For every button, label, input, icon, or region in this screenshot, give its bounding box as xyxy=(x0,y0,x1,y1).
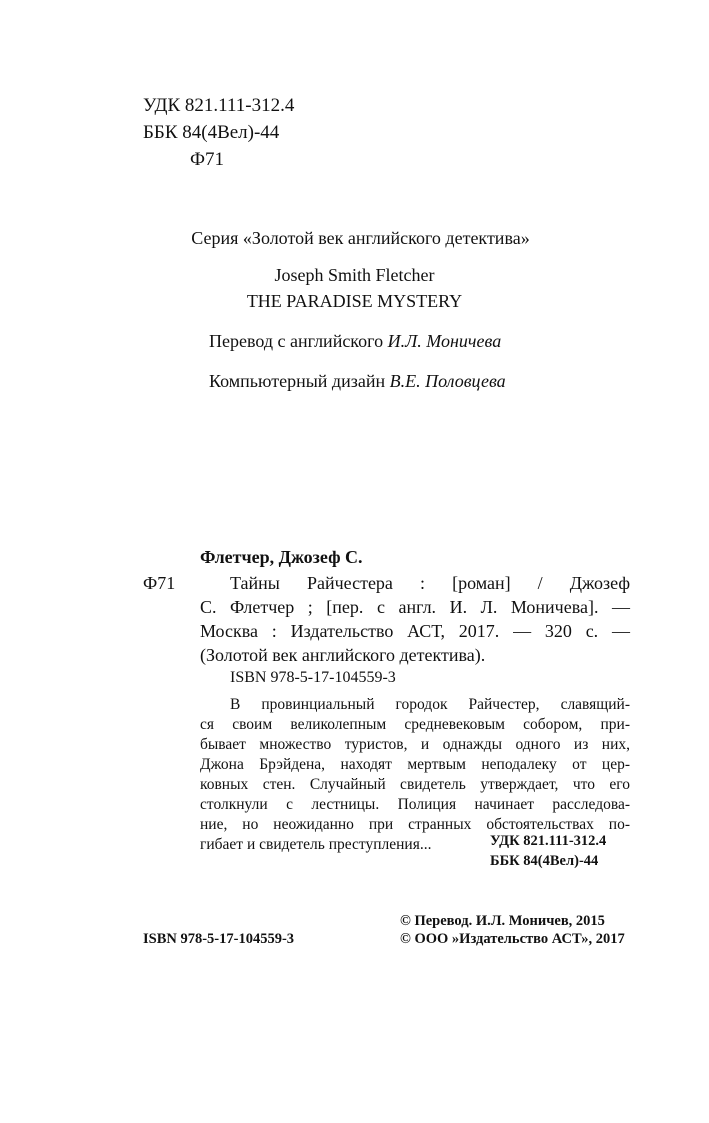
catalog-description xyxy=(200,573,630,669)
annotation-line: Джона Брэйдена, находят мертвым неподалеку от цер- xyxy=(200,756,630,773)
annotation-line: бывает множество туристов, и однажды одного из них, xyxy=(200,736,630,753)
annotation-line: ся своим великолепным средневековым собором, при- xyxy=(200,716,630,733)
description-line: (Золотой век английского детектива). xyxy=(200,645,486,665)
annotation-line: гибает и свидетель преступления... xyxy=(200,836,432,853)
designer-name: В.Е. Половцева xyxy=(389,371,506,391)
catalog-bbk: ББК 84(4Вел)-44 xyxy=(490,853,599,869)
translator-name: И.Л. Моничева xyxy=(387,331,502,351)
description-line: Тайны Райчестера : [роман] / Джозеф xyxy=(230,573,630,593)
annotation xyxy=(200,695,630,855)
design-credit xyxy=(209,371,506,392)
description-line: С. Флетчер ; [пер. с англ. И. Л. Моничева]. — xyxy=(200,597,630,617)
annotation-line: ние, но неожиданно при странных обстоятельствах по- xyxy=(200,816,630,833)
series-title: Серия «Золотой век английского детектива» xyxy=(191,228,530,248)
annotation-line: В провинциальный городок Райчестер, славящий- xyxy=(230,696,630,713)
author-mark: Ф71 xyxy=(190,149,225,170)
catalog-udk: УДК 821.111-312.4 xyxy=(490,833,607,849)
description-line: Москва : Издательство АСТ, 2017. — 320 с. — xyxy=(200,621,630,641)
udk-code: УДК 821.111-312.4 xyxy=(143,95,295,116)
copyright-publisher: © ООО »Издательство АСТ», 2017 xyxy=(400,931,625,947)
footer-isbn: ISBN 978-5-17-104559-3 xyxy=(143,931,295,947)
catalog-mark: Ф71 xyxy=(143,573,176,593)
annotation-line: ковных стен. Случайный свидетель утверждает, что его xyxy=(200,776,630,793)
translation-credit xyxy=(209,331,501,352)
copyright-translation: © Перевод. И.Л. Моничев, 2015 xyxy=(400,913,605,929)
catalog-isbn: ISBN 978-5-17-104559-3 xyxy=(230,669,396,686)
annotation-line: столкнули с лестницы. Полиция начинает расследова- xyxy=(200,796,630,813)
original-author: Joseph Smith Fletcher xyxy=(274,265,435,285)
translation-label: Перевод с английского xyxy=(209,331,384,351)
catalog-author-heading: Флетчер, Джозеф С. xyxy=(200,547,363,567)
original-title: THE PARADISE MYSTERY xyxy=(246,291,463,311)
bbk-code: ББК 84(4Вел)-44 xyxy=(143,122,280,143)
design-label: Компьютерный дизайн xyxy=(209,371,386,391)
